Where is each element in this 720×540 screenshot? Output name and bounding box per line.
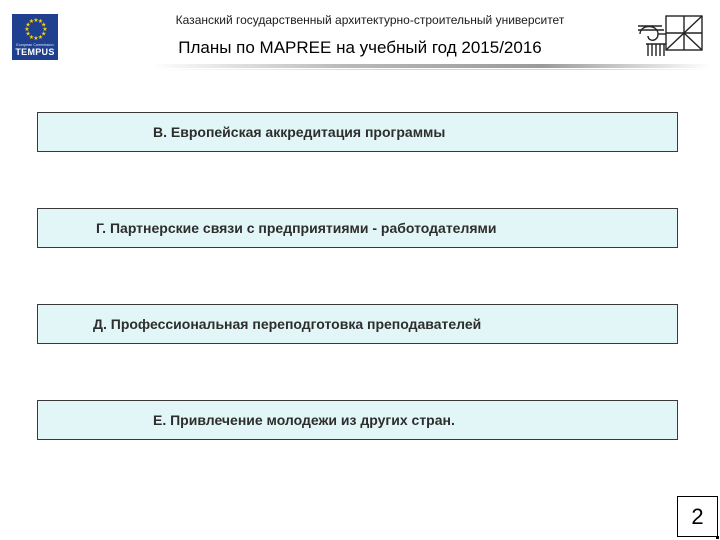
plan-item-accreditation: В. Европейская аккредитация программы <box>37 112 678 152</box>
svg-text:★: ★ <box>25 30 31 38</box>
svg-text:★: ★ <box>33 35 39 42</box>
plan-item-partnerships: Г. Партнерские связи с предприятиями - работодателями <box>37 208 678 248</box>
page-corner-mark <box>716 536 719 539</box>
svg-text:★: ★ <box>37 18 44 26</box>
page-title: Планы по MAPREE на учебный год 2015/2016 <box>178 38 542 57</box>
svg-text:★: ★ <box>25 21 31 29</box>
university-name: Казанский государственный архитектурно-строительный университет <box>175 13 565 27</box>
svg-text:★: ★ <box>28 33 35 41</box>
svg-text:★: ★ <box>41 30 47 38</box>
svg-text:★: ★ <box>37 33 44 41</box>
svg-text:★: ★ <box>41 21 47 29</box>
title-divider <box>150 64 710 68</box>
plan-item-retraining: Д. Профессиональная переподготовка преподавателей <box>37 304 678 344</box>
svg-text:★: ★ <box>42 26 48 33</box>
university-crest-icon <box>636 12 706 62</box>
page-number: 2 <box>677 496 718 537</box>
title-divider-thin <box>150 69 710 70</box>
svg-text:★: ★ <box>24 26 30 33</box>
plan-item-youth: Е. Привлечение молодежи из других стран. <box>37 400 678 440</box>
eu-caption: European Commission <box>16 43 54 47</box>
svg-text:★: ★ <box>28 18 35 26</box>
tempus-label: TEMPUS <box>15 47 55 57</box>
svg-text:★: ★ <box>33 17 39 24</box>
